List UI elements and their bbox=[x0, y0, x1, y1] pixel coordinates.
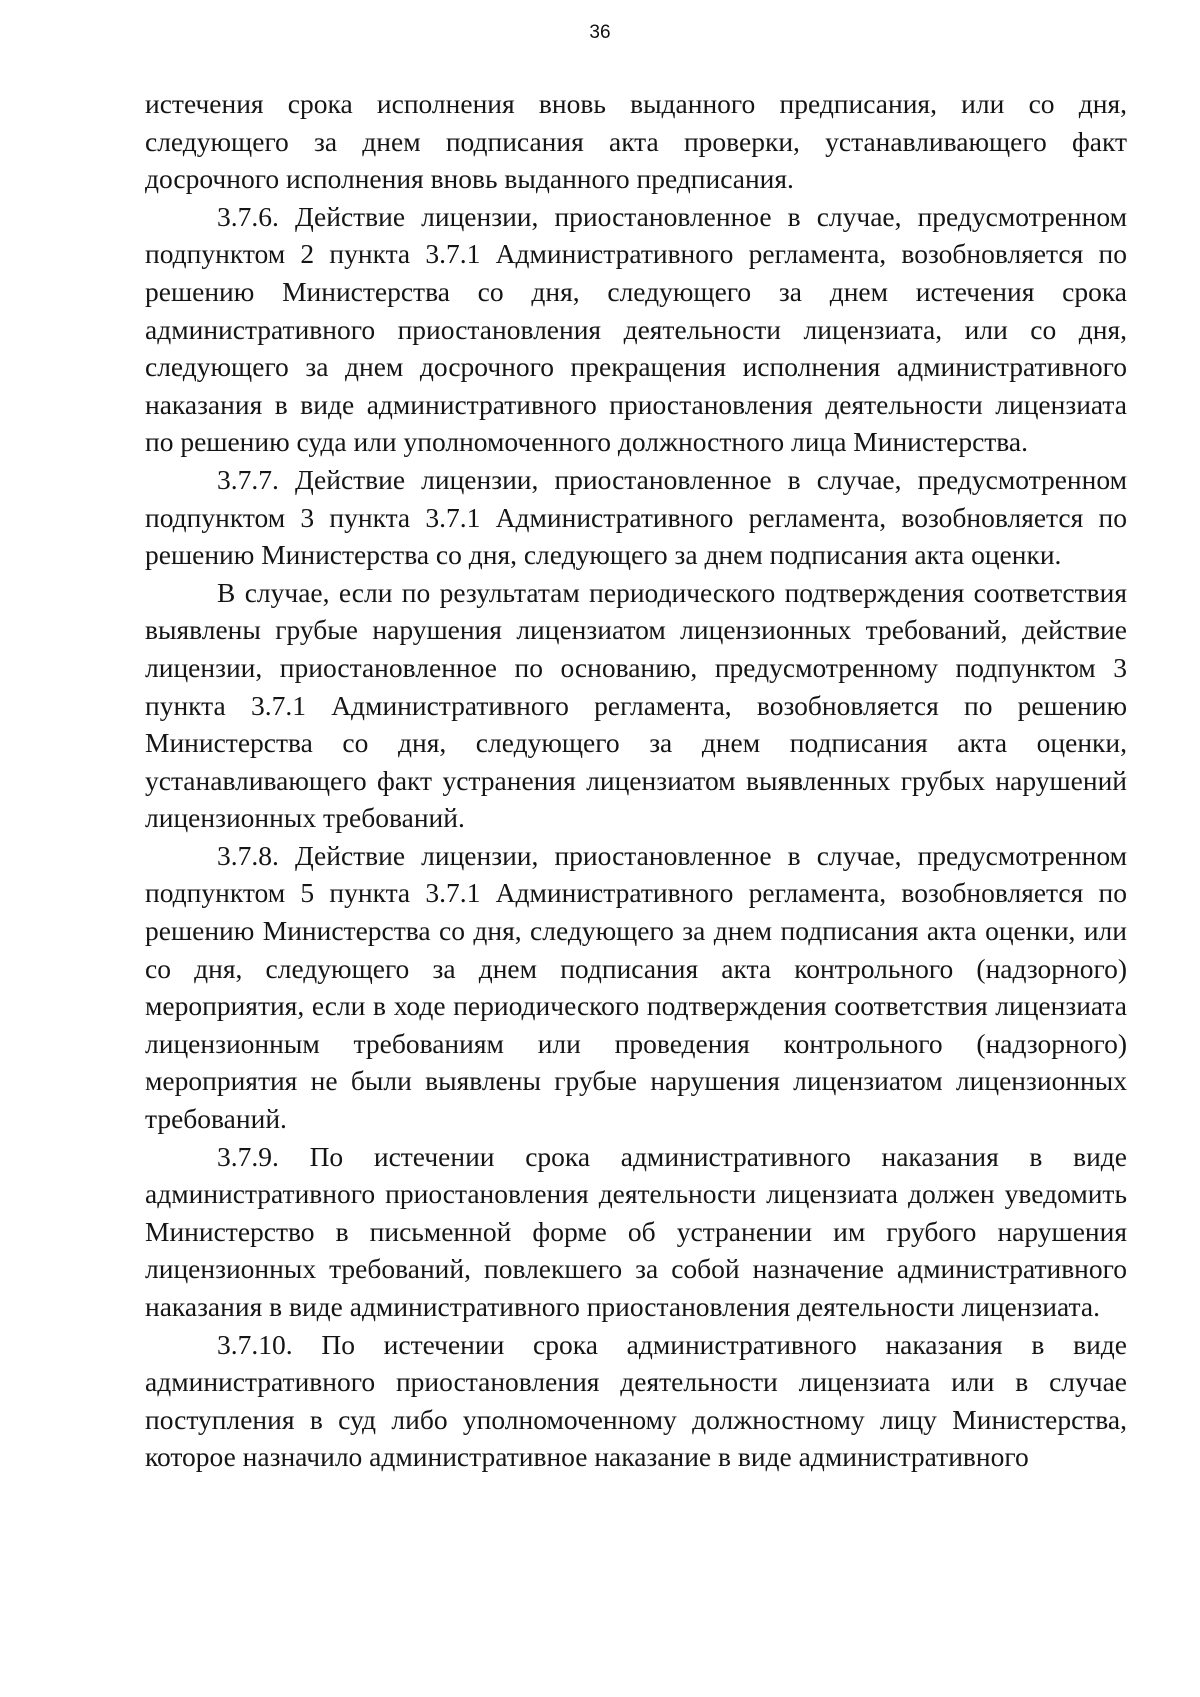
paragraph-continuation: истечения срока исполнения вновь выданного предписания, или со дня, следующего за днем подписания акта проверки, устанавливающего факт досрочного исполнения вновь выданного предписания. bbox=[145, 88, 1127, 195]
page-number: 36 bbox=[589, 22, 611, 43]
paragraph-3-7-9: 3.7.9. По истечении срока административного наказания в виде административного приостановления деятельности лицензиата должен уведомить Министерство в письменной форме об устранении им грубого нарушения лицензионных требований, повлекшего за собой назначение административного наказания в виде административного приостановления деятельности лицензиата. bbox=[145, 1140, 1127, 1322]
document-body bbox=[145, 85, 1127, 1476]
paragraph-3-7-7: 3.7.7. Действие лицензии, приостановленное в случае, предусмотренном подпунктом 3 пункта 3.7.1 Административного регламента, возобновляется по решению Министерства со дня, следующего за днем подписания акта оценки. bbox=[145, 463, 1127, 571]
paragraph-3-7-7-case: В случае, если по результатам периодического подтверждения соответствия выявлены грубые нарушения лицензиатом лицензионных требований, действие лицензии, приостановленное по основанию, предусмотренному подпунктом 3 пункта 3.7.1 Административного регламента, возобновляется по решению Министерства со дня, следующего за днем подписания акта оценки, устанавливающего факт устранения лицензиатом выявленных грубых нарушений лицензионных требований. bbox=[145, 576, 1127, 834]
paragraph-3-7-10: 3.7.10. По истечении срока административного наказания в виде административного приостановления деятельности лицензиата или в случае поступления в суд либо уполномоченному должностному лицу Министерства, которое назначило административное наказание в виде административного bbox=[145, 1328, 1127, 1473]
paragraph-3-7-8: 3.7.8. Действие лицензии, приостановленное в случае, предусмотренном подпунктом 5 пункта 3.7.1 Административного регламента, возобновляется по решению Министерства со дня, следующего за днем подписания акта оценки, или со дня, следующего за днем подписания акта контрольного (надзорного) мероприятия, если в ходе периодического подтверждения соответствия лицензиата лицензионным требованиям или проведения контрольного (надзорного) мероприятия не были выявлены грубые нарушения лицензиатом лицензионных требований. bbox=[145, 839, 1127, 1135]
paragraph-3-7-6: 3.7.6. Действие лицензии, приостановленное в случае, предусмотренном подпунктом 2 пункта 3.7.1 Административного регламента, возобновляется по решению Министерства со дня, следующего за днем истечения срока административного приостановления деятельности лицензиата, или со дня, следующего за днем досрочного прекращения исполнения административного наказания в виде административного приостановления деятельности лицензиата по решению суда или уполномоченного должностного лица Министерства. bbox=[145, 200, 1127, 458]
